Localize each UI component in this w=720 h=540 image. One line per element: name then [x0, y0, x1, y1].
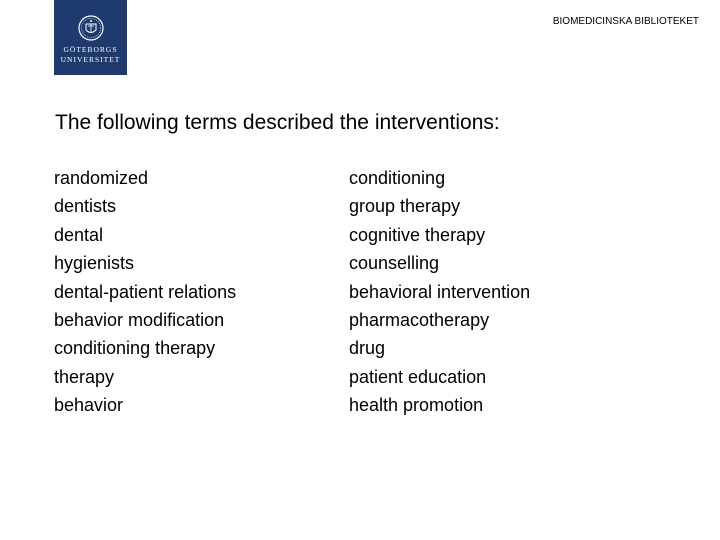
right-term-list: [349, 164, 530, 420]
left-term-list: [54, 164, 236, 420]
term-item: dentists: [54, 196, 117, 217]
logo-wordmark-line: GÖTEBORGS: [63, 45, 118, 54]
term-item: counselling: [349, 253, 440, 274]
term-item: conditioning: [349, 168, 446, 188]
term-item: health promotion: [349, 395, 484, 416]
term-item: cognitive therapy: [349, 224, 486, 245]
term-item: drug: [349, 338, 386, 359]
term-item: pharmacotherapy: [349, 310, 490, 331]
term-item: behavior: [54, 395, 124, 416]
university-seal-icon: [78, 15, 104, 41]
term-item: therapy: [54, 366, 115, 387]
term-item: patient education: [349, 366, 487, 387]
logo-wordmark: [61, 45, 121, 65]
term-item: dental: [54, 224, 104, 245]
term-item: conditioning therapy: [54, 338, 216, 359]
slide-title: The following terms described the interventions:: [55, 111, 500, 134]
term-item: behavioral intervention: [349, 281, 531, 302]
term-item: dental-patient relations: [54, 281, 237, 302]
term-item: group therapy: [349, 196, 461, 217]
logo-wordmark-line: UNIVERSITET: [60, 55, 121, 64]
term-item: behavior modification: [54, 310, 225, 331]
term-item: randomized: [54, 168, 149, 188]
library-name: BIOMEDICINSKA BIBLIOTEKET: [552, 16, 699, 27]
term-item: hygienists: [54, 253, 135, 274]
university-logo: [54, 0, 127, 75]
